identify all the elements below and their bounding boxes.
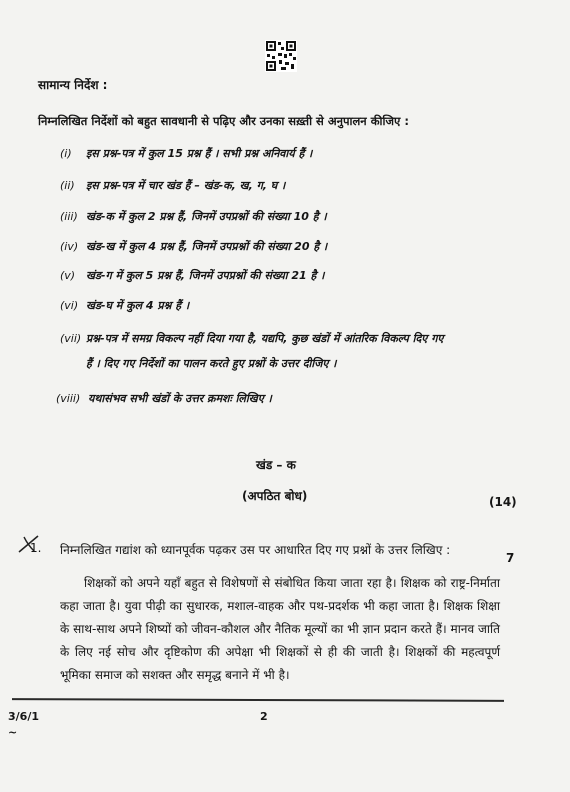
instruction-item-continued — [86, 356, 336, 371]
instruction-number: (viii) — [56, 392, 81, 405]
page-number: 2 — [260, 710, 268, 723]
passage-paragraph: शिक्षकों को अपने यहाँ बहुत से विशेषणों से संबोधित किया जाता रहा है। शिक्षक को राष्ट्र-निर्माता कहा जाता है। युवा पीढ़ी का सुधारक, मशाल-वाहक और पथ-प्रदर्शक भी कहा जाता है। शिक्षक शिक्षा के साथ-साथ अपने शिष्यों को जीवन-कौशल और नैतिक मूल्यों का भी ज्ञान प्रदान करते हैं। मानव जाति के लिए नई सोच और दृष्टिकोण की अपेक्षा भी शिक्षकों से ही की जाती है। शिक्षकों की महत्वपूर्ण भूमिका समाज को सशक्त और समृद्ध बनाने में भी है। — [60, 576, 500, 682]
section-marks: (14) — [489, 495, 517, 509]
instruction-item — [60, 331, 444, 346]
qr-code-icon — [265, 40, 297, 72]
instruction-text: खंड-घ में कुल 4 प्रश्न हैं । — [86, 299, 190, 312]
section-title: खंड – क — [256, 458, 296, 472]
instruction-text: यथासंभव सभी खंडों के उत्तर क्रमशः लिखिए । — [88, 392, 272, 405]
instruction-number: (ii) — [60, 179, 75, 192]
instruction-text: खंड-क में कुल 2 प्रश्न हैं, जिनमें उपप्रश्नों की संख्या 10 है । — [86, 210, 327, 223]
instruction-item — [60, 209, 327, 224]
instruction-number: (iii) — [60, 210, 78, 223]
instruction-number: (iv) — [60, 240, 79, 253]
paper-code: 3/6/1 — [8, 710, 39, 723]
question-marks: 7 — [506, 551, 515, 565]
instruction-text: खंड-ख में कुल 4 प्रश्न हैं, जिनमें उपप्रश्नों की संख्या 20 है । — [86, 240, 328, 253]
instruction-item — [60, 298, 189, 313]
instruction-item — [60, 239, 327, 254]
question-text: निम्नलिखित गद्यांश को ध्यानपूर्वक पढ़कर उस पर आधारित दिए गए प्रश्नों के उत्तर लिखिए : — [60, 543, 451, 557]
instruction-number: (i) — [60, 147, 72, 160]
instruction-text: प्रश्न-पत्र में समग्र विकल्प नहीं दिया गया है, यद्यपि, कुछ खंडों में आंतरिक विकल्प दिए गए — [86, 332, 444, 345]
instruction-text: खंड-ग में कुल 5 प्रश्न हैं, जिनमें उपप्रश्नों की संख्या 21 है । — [86, 269, 325, 282]
instruction-text: इस प्रश्न-पत्र में चार खंड हैं – खंड-क, ख, ग, घ । — [86, 179, 286, 192]
question-number: 1. — [30, 541, 42, 555]
footer-mark: ~ — [8, 726, 18, 739]
instructions-intro: निम्नलिखित निर्देशों को बहुत सावधानी से पढ़िए और उनका सख़्ती से अनुपालन कीजिए : — [38, 114, 409, 128]
instruction-item — [60, 268, 324, 283]
instruction-text: हैं । दिए गए निर्देशों का पालन करते हुए प्रश्नों के उत्तर दीजिए । — [86, 357, 337, 370]
instruction-item — [60, 178, 285, 193]
instruction-text: इस प्रश्न-पत्र में कुल 15 प्रश्न हैं । सभी प्रश्न अनिवार्य हैं । — [86, 147, 313, 160]
footer-divider — [12, 698, 504, 701]
instruction-number: (vi) — [60, 299, 79, 312]
instruction-item — [60, 146, 312, 161]
instruction-number: (v) — [60, 269, 76, 282]
instruction-item — [56, 391, 272, 406]
section-subtitle: (अपठित बोध) — [242, 489, 308, 503]
instruction-number: (vii) — [60, 332, 82, 345]
general-instructions-heading: सामान्य निर्देश : — [38, 78, 108, 92]
